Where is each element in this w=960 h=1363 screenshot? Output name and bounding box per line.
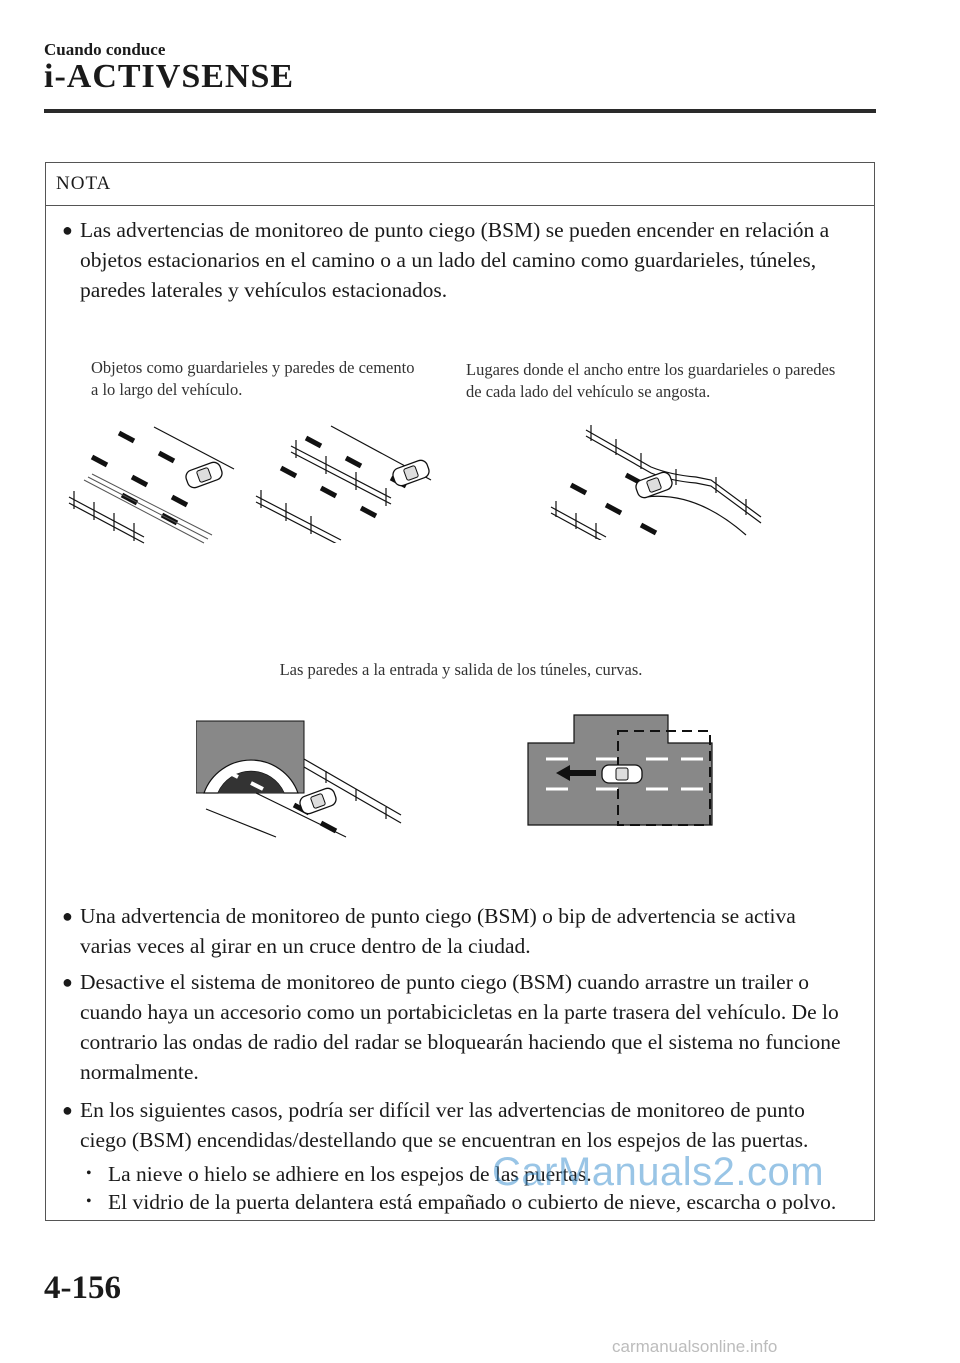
illustration-guardrails xyxy=(251,418,451,543)
section-title: i-ACTIVSENSE xyxy=(44,58,295,95)
note-header xyxy=(46,163,874,206)
note-bullet-3 xyxy=(62,967,850,1087)
caption-right: Lugares donde el ancho entre los guardarieles o paredes de cada lado del vehículo se angosta. xyxy=(466,360,836,401)
note-bullet-1 xyxy=(62,215,850,305)
note-bullet-2 xyxy=(62,901,850,961)
bullet-dot: ● xyxy=(62,220,73,240)
illustration-intersection xyxy=(526,713,716,828)
page-number: 4-156 xyxy=(44,1270,121,1306)
bullet-dot: ● xyxy=(62,906,73,926)
title-rule xyxy=(44,109,876,113)
bullet-text: Una advertencia de monitoreo de punto ciego (BSM) o bip de advertencia se activa varias veces al girar en un cruce dentro de la ciudad. xyxy=(80,904,796,958)
bullet-text: Las advertencias de monitoreo de punto ciego (BSM) se pueden encender en relación a objetos estacionarios en el camino o a un lado del camino como guardarieles, túneles, paredes laterales y vehículos estacionados. xyxy=(80,218,830,302)
bullet-text: Desactive el sistema de monitoreo de punto ciego (BSM) cuando arrastre un trailer o cuando haya un accesorio como un portabicicletas en la parte trasera del vehículo. De lo contrario las ondas de radio del radar se bloquearán haciendo que el sistema no funcione normalmente. xyxy=(80,970,841,1084)
note-bullet-4 xyxy=(62,1095,850,1155)
sub-bullet-text: La nieve o hielo se adhiere en los espejos de las puertas. xyxy=(108,1162,592,1186)
illustration-tunnel xyxy=(196,719,406,839)
caption-bottom: Las paredes a la entrada y salida de los túneles, curvas. xyxy=(279,660,643,679)
illustration-narrowing-road xyxy=(546,425,766,540)
sub-bullet-dot: • xyxy=(86,1165,92,1182)
footer-url: carmanualsonline.info xyxy=(612,1337,778,1356)
sub-bullet-text: El vidrio de la puerta delantera está empañado o cubierto de nieve, escarcha o polvo. xyxy=(108,1190,837,1214)
caption-left: Objetos como guardarieles y paredes de cemento a lo largo del vehículo. xyxy=(91,358,415,399)
sub-bullet-dot: • xyxy=(86,1193,92,1210)
bullet-text: En los siguientes casos, podría ser difícil ver las advertencias de monitoreo de punto ciego (BSM) encendidas/destellando que se encuentran en los espejos de las puertas. xyxy=(80,1098,809,1152)
bullet-dot: ● xyxy=(62,1100,73,1120)
bullet-dot: ● xyxy=(62,972,73,992)
note-label: NOTA xyxy=(56,173,112,194)
section-kicker: Cuando conduce xyxy=(44,40,166,59)
illustration-concrete-wall xyxy=(64,425,244,545)
watermark: CarManuals2.com xyxy=(492,1150,825,1194)
note-box xyxy=(45,162,875,1221)
